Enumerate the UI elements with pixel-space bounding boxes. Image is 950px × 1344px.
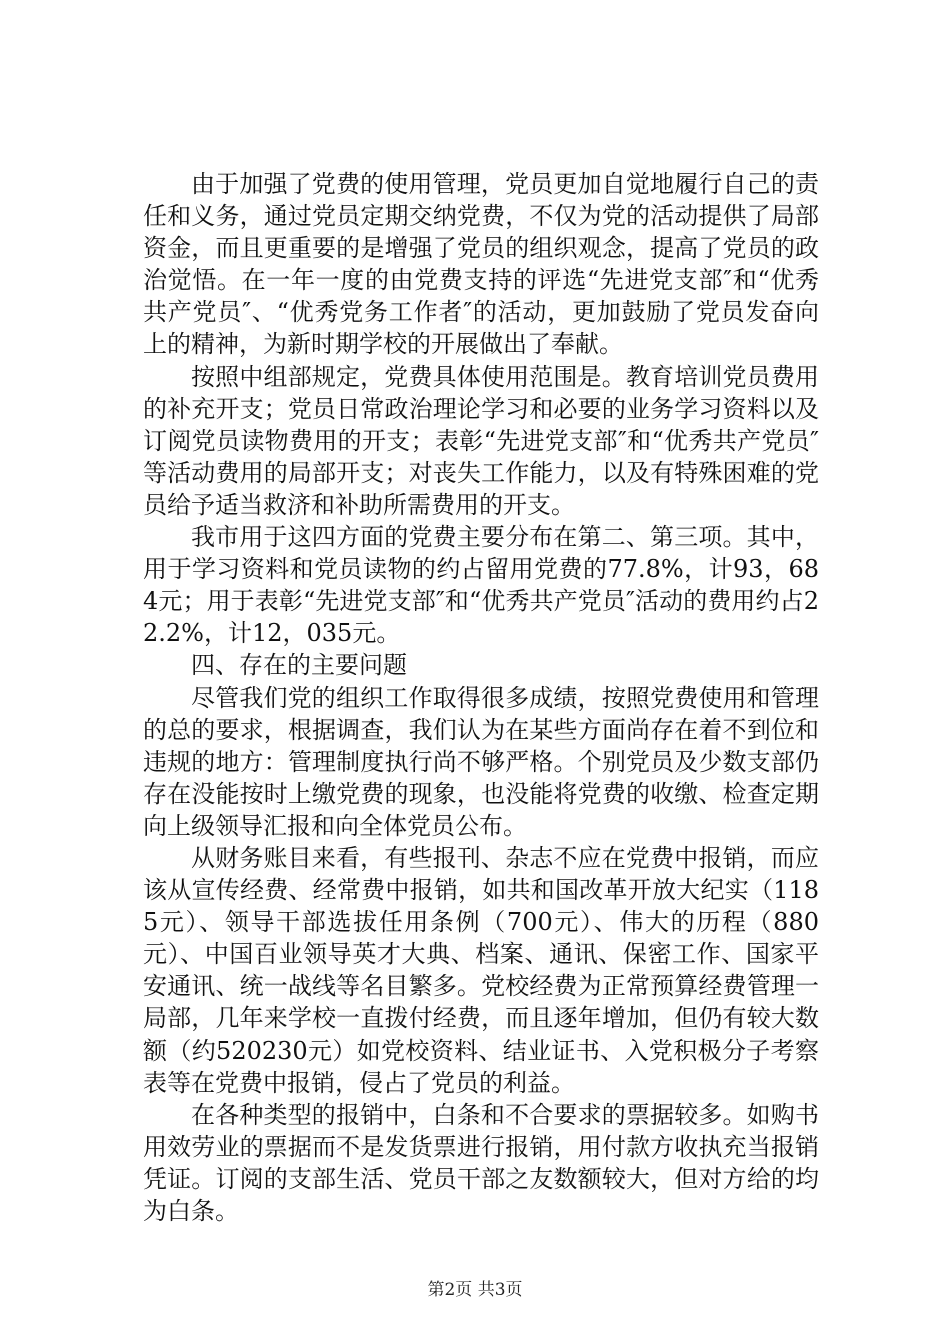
paragraph-management-issues: 尽管我们党的组织工作取得很多成绩，按照党费使用和管理的总的要求，根据调查，我们认为在某些方面尚存在着不到位和违规的地方：管理制度执行尚不够严格。个别党员及少数支部仍存在没能按时上缴党费的现象，也没能将党费的收缴、检查定期向上级领导汇报和向全体党员公布。 (143, 683, 819, 840)
paragraph-reimbursement-receipts: 在各种类型的报销中，白条和不合要求的票据较多。如购书用效劳业的票据而不是发货票进行报销，用付款方收执充当报销凭证。订阅的支部生活、党员干部之友数额较大，但对方给的均为白条。 (143, 1100, 819, 1225)
paragraph-usage-distribution: 我市用于这四方面的党费主要分布在第二、第三项。其中，用于学习资料和党员读物的约占留用党费的77.8%，计93，684元；用于表彰“先进党支部″和“优秀共产党员″活动的费用约占22.2%，计12，035元。 (143, 523, 819, 648)
page-footer: 第2页 共3页 (427, 1280, 523, 1300)
document-body (143, 168, 819, 1227)
paragraph-financial-accounts: 从财务账目来看，有些报刊、杂志不应在党费中报销，而应该从宣传经费、经常费中报销，如共和国改革开放大纪实（1185元）、领导干部选拔任用条例（700元）、伟大的历程（880元）、中国百业领导英才大典、档案、通讯、保密工作、国家平安通讯、统一战线等名目繁多。党校经费为正常预算经费管理一局部，几年来学校一直拨付经费，而且逐年增加，但仍有较大数额（约520230元）如党校资料、结业证书、入党积极分子考察表等在党费中报销，侵占了党员的利益。 (143, 843, 819, 1097)
paragraph-party-fee-benefits: 由于加强了党费的使用管理，党员更加自觉地履行自己的责任和义务，通过党员定期交纳党费，不仅为党的活动提供了局部资金，而且更重要的是增强了党员的组织观念，提高了党员的政治觉悟。在一年一度的由党费支持的评选“先进党支部″和“优秀共产党员″、“优秀党务工作者″的活动，更加鼓励了党员发奋向上的精神，为新时期学校的开展做出了奉献。 (143, 170, 819, 359)
paragraph-usage-scope: 按照中组部规定，党费具体使用范围是。教育培训党员费用的补充开支；党员日常政治理论学习和必要的业务学习资料以及订阅党员读物费用的开支；表彰“先进党支部″和“优秀共产党员″等活动费用的局部开支；对丧失工作能力，以及有特殊困难的党员给予适当救济和补助所需费用的开支。 (143, 362, 819, 519)
section-heading-main-problems: 四、存在的主要问题 (191, 651, 407, 680)
